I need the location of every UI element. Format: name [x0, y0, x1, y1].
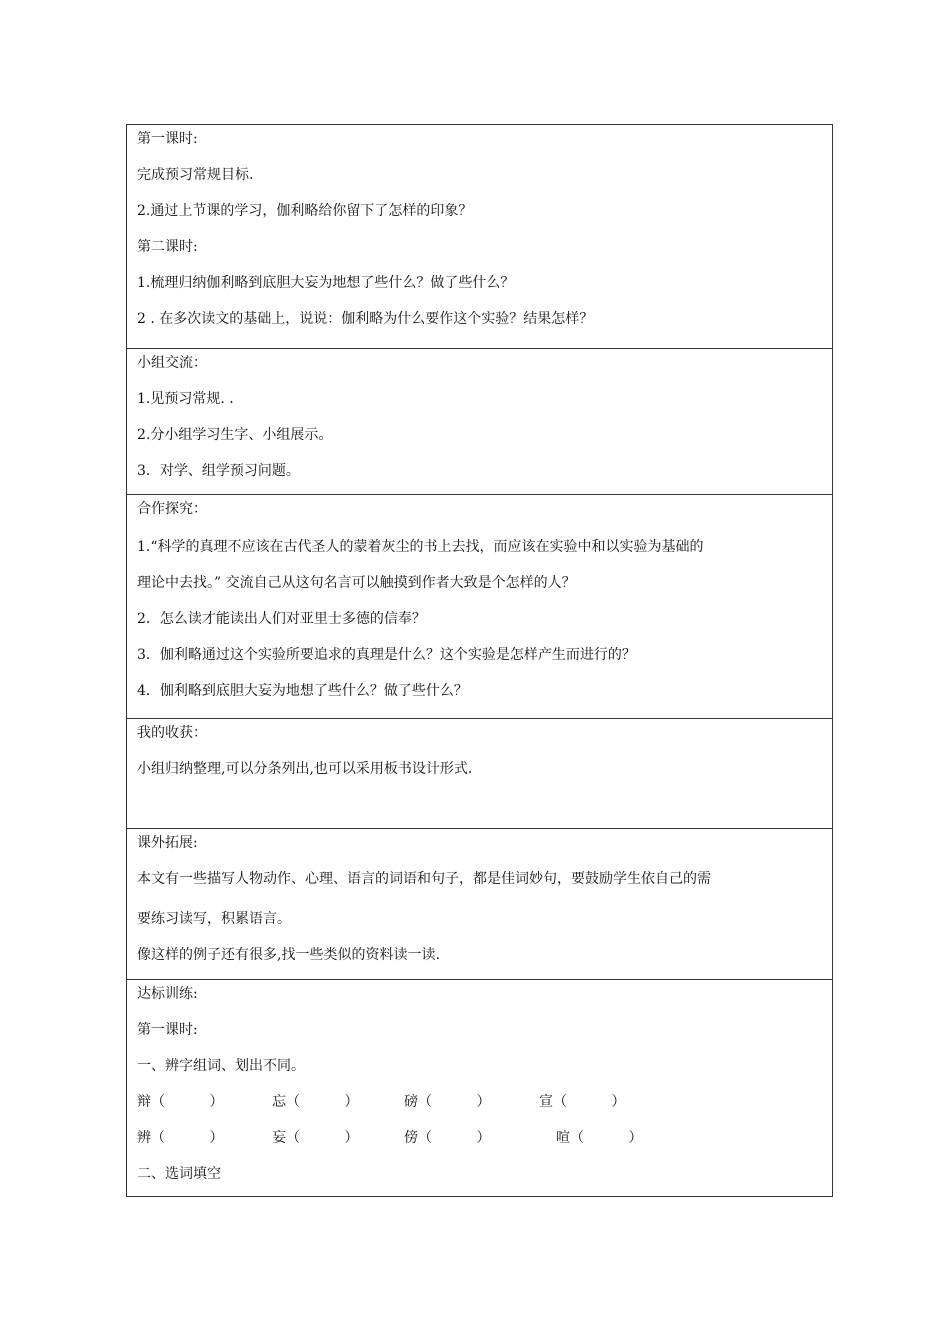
text-line: 一、辨字组词、划出不同。: [137, 1058, 305, 1074]
text-line: 2.通过上节课的学习，伽利略给你留下了怎样的印象？: [137, 203, 473, 219]
word-blank: 辩（ ）: [137, 1094, 224, 1110]
section-group-exchange: [127, 348, 832, 494]
word-blank: 忘（ ）: [272, 1094, 359, 1110]
text-line: 3．伽利略通过这个实验所要追求的真理是什么？这个实验是怎样产生而进行的？: [137, 647, 636, 663]
section-heading: 合作探究：: [137, 501, 207, 517]
text-line: 2.分小组学习生字、小组展示。: [137, 427, 333, 443]
word-blank: 磅（ ）: [404, 1094, 491, 1110]
section-lesson-hours: [127, 130, 832, 348]
text-line: 2．怎么读才能读出人们对亚里士多德的信奉？: [137, 611, 426, 627]
section-standard-training: [127, 979, 832, 1196]
text-line: 要练习读写，积累语言。: [137, 911, 291, 927]
section-extension: [127, 828, 832, 979]
text-line: 3．对学、组学预习问题。: [137, 463, 300, 479]
word-blank: 宣（ ）: [539, 1094, 626, 1110]
word-blank: 辨（ ）: [137, 1130, 224, 1146]
word-blank: 傍（ ）: [404, 1130, 491, 1146]
section-heading: 达标训练:: [137, 986, 198, 1002]
text-line: 理论中去找。” 交流自己从这句名言可以触摸到作者大致是个怎样的人？: [137, 575, 576, 591]
text-line: 像这样的例子还有很多,找一些类似的资料读一读.: [137, 947, 440, 963]
section-cooperative-inquiry: [127, 494, 832, 718]
section-heading: 第一课时:: [137, 131, 198, 147]
section-heading: 小组交流：: [137, 355, 207, 371]
text-line: 第一课时:: [137, 1022, 198, 1038]
text-line: 1.“科学的真理不应该在古代圣人的蒙着灰尘的书上去找，而应该在实验中和以实验为基础的: [137, 539, 704, 555]
word-grid-row: [137, 1129, 822, 1147]
section-my-gains: [127, 718, 832, 828]
section-heading: 我的收获：: [137, 725, 207, 741]
word-blank: 妄（ ）: [272, 1130, 359, 1146]
text-line: 第二课时:: [137, 239, 198, 255]
word-blank: 喧（ ）: [556, 1130, 643, 1146]
text-line: 小组归纳整理,可以分条列出,也可以采用板书设计形式.: [137, 761, 473, 777]
text-line: 4．伽利略到底胆大妄为地想了些什么？做了些什么？: [137, 683, 468, 699]
section-heading: 课外拓展:: [137, 835, 198, 851]
text-line: 二、选词填空: [137, 1166, 221, 1182]
text-line: 完成预习常规目标.: [137, 167, 254, 183]
text-line: 本文有一些描写人物动作、心理、语言的词语和句子，都是佳词妙句，要鼓励学生依自己的需: [137, 871, 711, 887]
text-line: 1.见预习常规. .: [137, 391, 234, 407]
text-line: 2 . 在多次读文的基础上，说说：伽利略为什么要作这个实验？结果怎样？: [137, 311, 594, 327]
word-grid-row: [137, 1093, 822, 1111]
text-line: 1.梳理归纳伽利略到底胆大妄为地想了些什么？做了些什么？: [137, 275, 515, 291]
lesson-plan-table: [126, 124, 833, 1197]
